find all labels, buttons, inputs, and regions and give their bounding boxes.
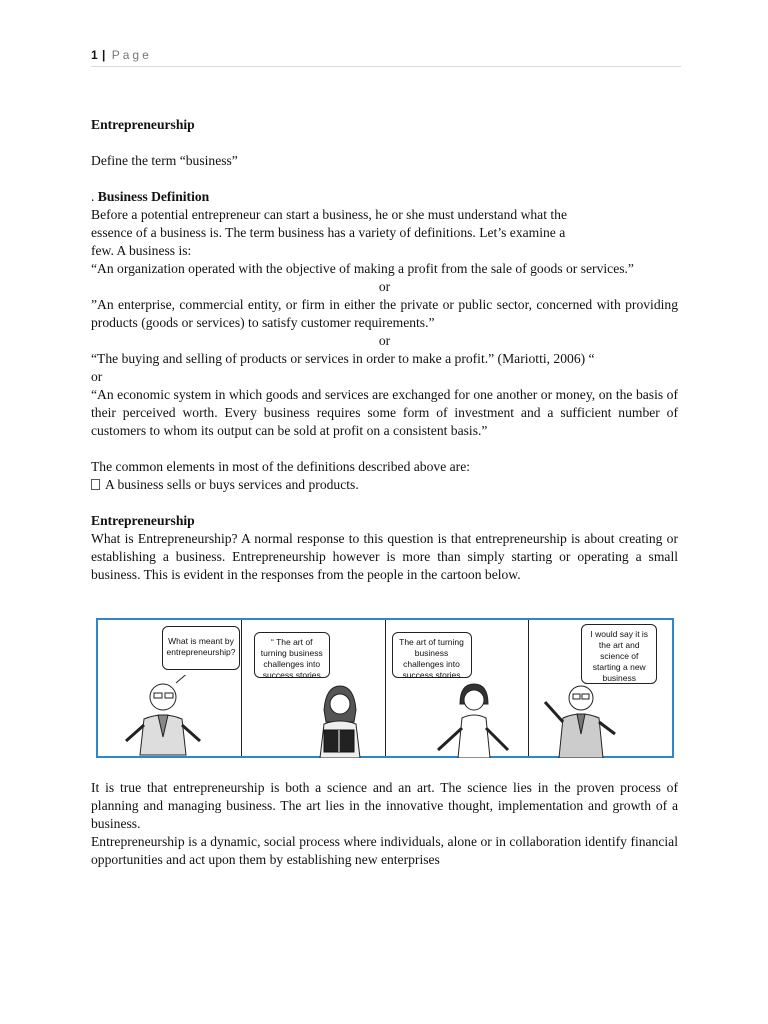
common-element-item: [91, 476, 678, 494]
intro-line-1: Before a potential entrepreneur can start a business, he or she must understand what the: [91, 207, 568, 222]
speech-bubble-1: What is meant by entrepreneurship?: [162, 626, 240, 670]
business-definition-heading-line: [91, 188, 678, 206]
entrepreneurship-paragraph: What is Entrepreneurship? A normal response to this question is that entrepreneurship is about creating or establishing a business. Entrepreneurship however is more than simply starting or operating a small business. This is evident in the responses from the people in the cartoon below.: [91, 531, 678, 582]
definition-1: “An organization operated with the objective of making a profit from the sale of goods or services.”: [91, 261, 634, 276]
definition-4: “An economic system in which goods and services are exchanged for one another or money, on the basis of their perceived worth. Every business requires some form of investment and a sufficient number of customers to whom its output can be sold at profit on a consistent basis.”: [91, 387, 678, 438]
common-element-text: A business sells or buys services and products.: [105, 477, 359, 492]
intro-line-3: few. A business is:: [91, 243, 192, 258]
cartoon-panel-4: [529, 620, 672, 756]
closing-paragraph-1: It is true that entrepreneurship is both a science and an art. The science lies in the proven process of planning and managing business. The art lies in the innovative thought, implementation and growth of a business.: [91, 780, 678, 831]
cartoon-panel-2: [242, 620, 386, 756]
cartoon-panel-1: [98, 620, 242, 756]
closing-section: [91, 779, 678, 869]
speech-bubble-2: “ The art of turning business challenges into success stories: [254, 632, 330, 678]
woman-gesturing-icon: [426, 678, 516, 758]
page-number: 1: [91, 48, 98, 62]
header-separator: |: [102, 48, 106, 62]
heading-prefix: .: [91, 189, 98, 204]
speech-bubble-3: The art of turning business challenges into success stories: [392, 632, 472, 678]
speech-bubble-4: I would say it is the art and science of starting a new business: [581, 624, 657, 684]
section-heading-entrepreneurship: Entrepreneurship: [91, 513, 195, 528]
cartoon-strip: [96, 618, 674, 758]
intro-line-2: essence of a business is. The term business has a variety of definitions. Let’s examine a: [91, 225, 566, 240]
business-definition-heading: Business Definition: [97, 189, 210, 204]
definition-2: ”An enterprise, commercial entity, or firm in either the private or public sector, concerned with providing products (goods or services) to satisfy customer requirements.”: [91, 297, 678, 330]
define-prompt: Define the term “business”: [91, 153, 238, 168]
or-separator-1: or: [378, 279, 391, 294]
cartoon-panel-3: [386, 620, 530, 756]
closing-paragraph-2: Entrepreneurship is a dynamic, social process where individuals, alone or in collaboration identify financial opportunities and act upon them by establishing new enterprises: [91, 834, 678, 867]
page-header: [91, 48, 681, 67]
document-body: [91, 116, 678, 584]
or-separator-3: or: [91, 369, 103, 384]
common-elements-intro: The common elements in most of the definitions described above are:: [91, 459, 471, 474]
or-separator-2: or: [378, 333, 391, 348]
old-man-pointing-icon: [535, 674, 625, 758]
definition-3: “The buying and selling of products or services in order to make a profit.” (Mariotti, 2006) “: [91, 351, 595, 366]
man-with-glasses-icon: [118, 675, 208, 757]
woman-reading-icon: [304, 682, 374, 758]
page-word: Page: [111, 48, 152, 62]
bullet-icon: [91, 479, 100, 490]
document-title: Entrepreneurship: [91, 117, 195, 132]
